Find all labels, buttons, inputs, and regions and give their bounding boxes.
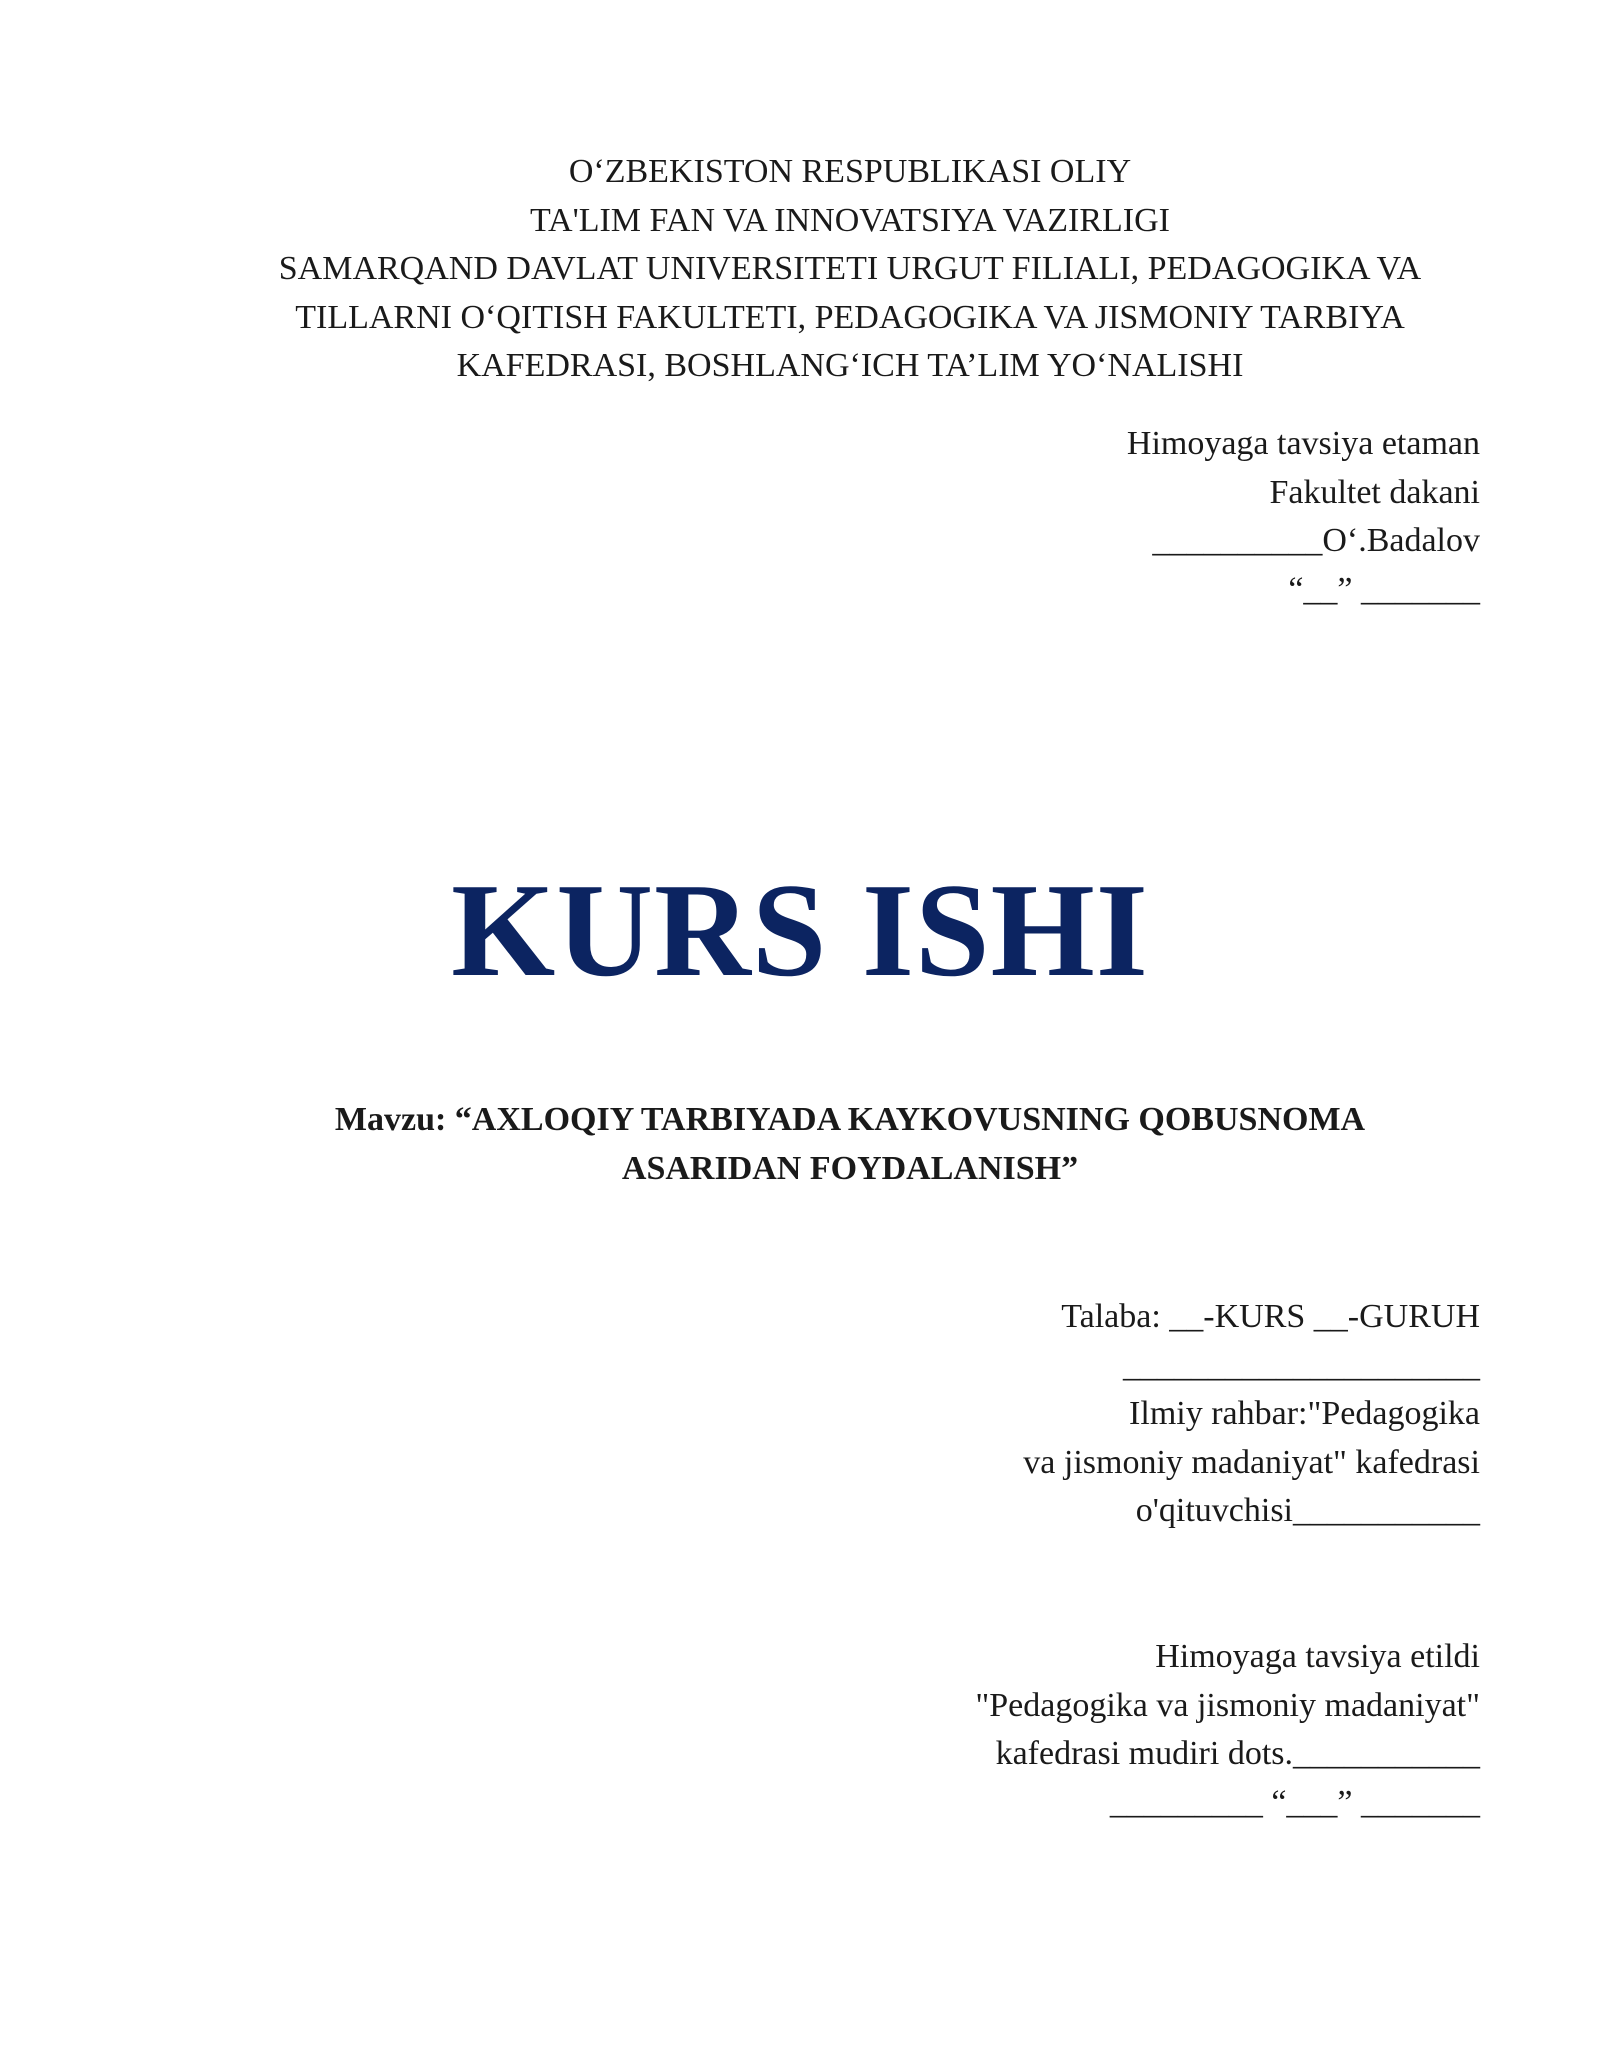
supervisor-line: Ilmiy rahbar:"Pedagogika: [1129, 1395, 1480, 1432]
student-supervisor-block: [1023, 1293, 1480, 1536]
defense-signature-line: kafedrasi mudiri dots.___________: [995, 1735, 1480, 1772]
header-line: KAFEDRASI, BOSHLANG‘ICH TA’LIM YO‘NALISHI: [456, 347, 1244, 384]
header-line: SAMARQAND DAVLAT UNIVERSITETI URGUT FILIALI, PEDAGOGIKA VA: [278, 250, 1422, 287]
defense-line: Himoyaga tavsiya etildi: [1155, 1638, 1480, 1675]
topic-line: Mavzu: “AXLOQIY TARBIYADA KAYKOVUSNING QOBUSNOMA: [334, 1101, 1366, 1138]
defense-line: "Pedagogika va jismoniy madaniyat": [975, 1686, 1480, 1724]
approval-line: Fakultet dakani: [1269, 473, 1480, 511]
approval-signature-line: __________O‘.Badalov: [1152, 522, 1480, 559]
defense-date-line: _________ “___” _______: [1109, 1783, 1480, 1821]
approval-line: Himoyaga tavsiya etaman: [1126, 425, 1480, 462]
student-name-line: _____________________: [1123, 1346, 1480, 1384]
supervisor-line: va jismoniy madaniyat" kafedrasi: [1023, 1443, 1480, 1481]
document-title: KURS ISHI: [451, 856, 1149, 1004]
institution-header: [180, 148, 1520, 391]
header-line: TA'LIM FAN VA INNOVATSIYA VAZIRLIGI: [529, 201, 1171, 239]
topic-block: [200, 1096, 1500, 1193]
dean-approval-block: [1127, 420, 1480, 614]
header-line: O‘ZBEKISTON RESPUBLIKASI OLIY: [568, 153, 1132, 190]
student-line: Talaba: __-KURS __-GURUH: [1061, 1298, 1480, 1335]
defense-recommendation-block: [975, 1633, 1480, 1827]
topic-line: ASARIDAN FOYDALANISH”: [621, 1149, 1079, 1187]
approval-date-line: “__” _______: [1288, 570, 1480, 608]
header-line: TILLARNI O‘QITISH FAKULTETI, PEDAGOGIKA VA JISMONIY TARBIYA: [295, 298, 1405, 336]
supervisor-signature-line: o'qituvchisi___________: [1135, 1492, 1480, 1529]
